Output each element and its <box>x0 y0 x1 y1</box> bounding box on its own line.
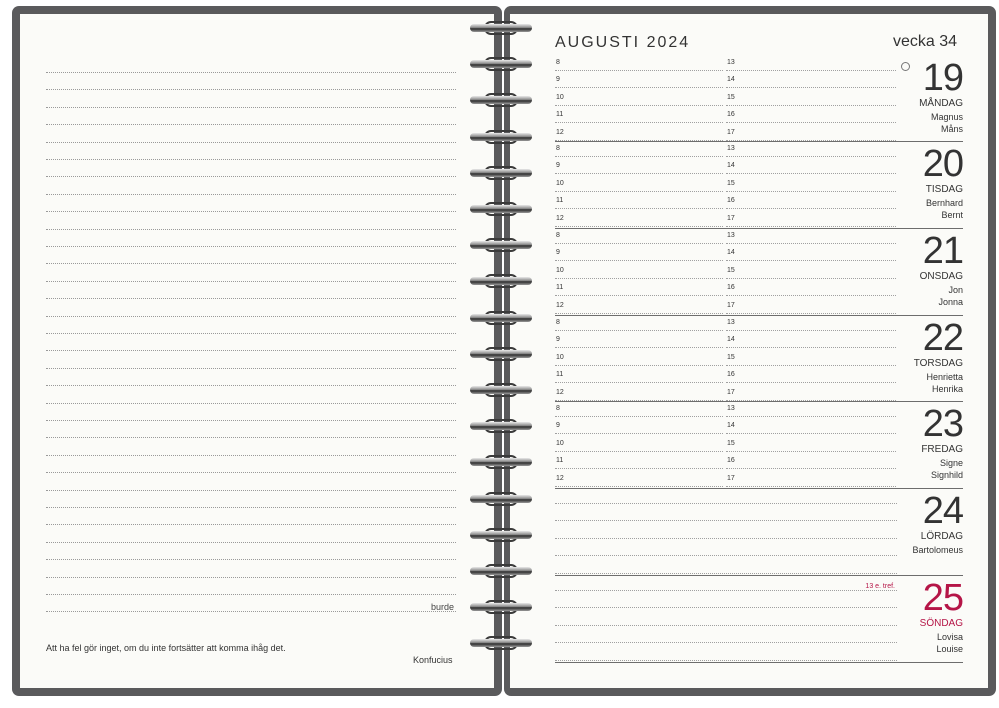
spiral-ring <box>470 564 532 578</box>
day-number: 22 <box>922 317 963 359</box>
hour-line <box>726 451 896 452</box>
note-line <box>555 590 897 591</box>
hour-line <box>555 382 723 383</box>
hour-line <box>726 226 896 227</box>
ring-bar <box>470 639 532 647</box>
day-number: 25 <box>922 577 963 619</box>
hour-label: 9 <box>556 162 560 170</box>
hour-line <box>555 330 723 331</box>
hour-label: 17 <box>727 474 735 482</box>
hour-line <box>555 486 723 487</box>
hour-label: 11 <box>556 284 564 292</box>
day-name: TORSDAG <box>913 358 963 369</box>
ring-bar <box>470 350 532 358</box>
hour-label: 14 <box>727 336 735 344</box>
note-line <box>46 107 456 108</box>
hour-label: 12 <box>556 474 564 482</box>
day-divider <box>555 401 963 402</box>
note-line <box>46 559 456 560</box>
ring-bar <box>470 531 532 539</box>
hour-label: 15 <box>727 353 735 361</box>
note-line <box>46 594 456 595</box>
day-number: 24 <box>922 490 963 532</box>
hour-label: 10 <box>556 93 564 101</box>
day-divider <box>555 488 963 489</box>
spiral-ring <box>470 311 532 325</box>
week-number: vecka 34 <box>893 33 958 50</box>
week-page <box>510 14 988 688</box>
quote-text: Att ha fel gör inget, om du inte fortsätter att komma ihåg det. <box>46 643 286 653</box>
name-day: Bernhard <box>925 198 963 208</box>
hour-label: 16 <box>727 111 735 119</box>
day-name: ONSDAG <box>919 271 963 282</box>
note-line <box>46 542 456 543</box>
day-name: SÖNDAG <box>919 618 963 629</box>
hour-label: 17 <box>727 301 735 309</box>
note-line <box>46 507 456 508</box>
hour-label: 17 <box>727 388 735 396</box>
hour-line <box>555 260 723 261</box>
hour-line <box>555 347 723 348</box>
hour-label: 16 <box>727 457 735 465</box>
brand-logo: burde <box>431 602 455 612</box>
hour-label: 11 <box>556 197 564 205</box>
hour-label: 10 <box>556 266 564 274</box>
hour-label: 13 <box>727 145 735 152</box>
hour-line <box>726 486 896 487</box>
hour-label: 10 <box>556 179 564 187</box>
hour-line <box>555 122 723 123</box>
hour-label: 8 <box>556 405 560 412</box>
hour-line <box>555 208 723 209</box>
name-day: Jon <box>948 285 963 295</box>
ring-bar <box>470 495 532 503</box>
hour-label: 10 <box>556 353 564 361</box>
ring-bar <box>470 603 532 611</box>
ring-bar <box>470 386 532 394</box>
note-line <box>46 420 456 421</box>
spiral-ring <box>470 455 532 469</box>
hour-line <box>726 468 896 469</box>
hour-label: 13 <box>727 405 735 412</box>
note-line <box>46 472 456 473</box>
hour-line <box>555 70 723 71</box>
hour-line <box>726 191 896 192</box>
note-line <box>46 263 456 264</box>
hour-label: 16 <box>727 197 735 205</box>
ring-bar <box>470 458 532 466</box>
ring-bar <box>470 60 532 68</box>
note-line <box>46 524 456 525</box>
spiral-ring <box>470 57 532 71</box>
hour-line <box>726 105 896 106</box>
hour-line <box>726 330 896 331</box>
spiral-ring <box>470 636 532 650</box>
ring-bar <box>470 567 532 575</box>
note-line <box>555 642 897 643</box>
hour-label: 12 <box>556 214 564 222</box>
name-day: Louise <box>936 644 963 654</box>
day-name: MÅNDAG <box>919 98 963 109</box>
month-title: AUGUSTI 2024 <box>555 34 691 51</box>
hour-label: 12 <box>556 301 564 309</box>
hour-label: 9 <box>556 422 560 430</box>
day-name: FREDAG <box>921 444 963 455</box>
name-day: Bernt <box>941 210 963 220</box>
name-day: Signhild <box>930 470 963 480</box>
note-line <box>555 555 897 556</box>
hour-label: 16 <box>727 371 735 379</box>
hour-label: 14 <box>727 76 735 84</box>
hour-label: 13 <box>727 232 735 239</box>
hour-label: 11 <box>556 457 564 465</box>
hour-line <box>555 87 723 88</box>
ring-bar <box>470 422 532 430</box>
ring-bar <box>470 205 532 213</box>
hour-line <box>726 208 896 209</box>
day-divider <box>555 315 963 316</box>
hour-label: 11 <box>556 111 564 119</box>
name-day: Lovisa <box>936 632 963 642</box>
note-line <box>555 503 897 504</box>
note-line <box>555 573 897 574</box>
note-line <box>46 89 456 90</box>
hour-line <box>555 278 723 279</box>
ring-bar <box>470 133 532 141</box>
hour-line <box>726 365 896 366</box>
hour-label: 12 <box>556 388 564 396</box>
hour-line <box>726 313 896 314</box>
note-line <box>46 490 456 491</box>
hour-label: 14 <box>727 162 735 170</box>
ring-bar <box>470 314 532 322</box>
note-line <box>46 611 456 612</box>
ring-bar <box>470 24 532 32</box>
ring-bar <box>470 169 532 177</box>
hour-line <box>555 433 723 434</box>
hour-label: 11 <box>556 371 564 379</box>
hour-label: 8 <box>556 232 560 239</box>
spiral-ring <box>470 347 532 361</box>
hour-label: 10 <box>556 439 564 447</box>
hour-line <box>555 416 723 417</box>
hour-line <box>726 382 896 383</box>
note-line <box>46 281 456 282</box>
note-line <box>46 350 456 351</box>
note-line <box>46 211 456 212</box>
hour-line <box>726 70 896 71</box>
note-line <box>46 159 456 160</box>
hour-line <box>555 226 723 227</box>
hour-line <box>726 243 896 244</box>
name-day: Signe <box>939 458 963 468</box>
note-line <box>46 229 456 230</box>
note-line <box>46 246 456 247</box>
hour-line <box>555 313 723 314</box>
name-day: Jonna <box>938 297 963 307</box>
note-line <box>46 455 456 456</box>
spiral-ring <box>470 600 532 614</box>
spiral-ring <box>470 21 532 35</box>
day-number: 23 <box>922 403 963 445</box>
day-divider <box>555 575 963 576</box>
hour-line <box>726 347 896 348</box>
note-line <box>555 660 897 661</box>
hour-label: 8 <box>556 145 560 152</box>
hour-label: 15 <box>727 439 735 447</box>
spiral-ring <box>470 166 532 180</box>
hour-label: 9 <box>556 249 560 257</box>
hour-label: 13 <box>727 59 735 66</box>
note-line <box>555 625 897 626</box>
hour-label: 17 <box>727 128 735 136</box>
spiral-ring <box>470 130 532 144</box>
hour-line <box>555 191 723 192</box>
hour-line <box>555 243 723 244</box>
hour-label: 9 <box>556 76 560 84</box>
name-day: Henrietta <box>926 372 963 382</box>
hour-label: 14 <box>727 422 735 430</box>
hour-line <box>726 278 896 279</box>
day-number: 20 <box>922 143 963 185</box>
name-day: Bartolomeus <box>912 545 963 555</box>
ring-bar <box>470 241 532 249</box>
hour-line <box>726 433 896 434</box>
spiral-ring <box>470 274 532 288</box>
hour-line <box>726 416 896 417</box>
spiral-ring <box>470 419 532 433</box>
day-divider <box>555 228 963 229</box>
hour-line <box>726 156 896 157</box>
hour-line <box>555 451 723 452</box>
spiral-ring <box>470 202 532 216</box>
note-line <box>46 194 456 195</box>
note-line <box>46 142 456 143</box>
hour-label: 9 <box>556 336 560 344</box>
day-name: TISDAG <box>925 184 963 195</box>
hour-line <box>726 122 896 123</box>
note-line <box>46 368 456 369</box>
spiral-ring <box>470 93 532 107</box>
note-line <box>46 72 456 73</box>
day-divider <box>555 141 963 142</box>
ring-bar <box>470 96 532 104</box>
hour-label: 15 <box>727 266 735 274</box>
note-line <box>46 577 456 578</box>
note-line <box>46 298 456 299</box>
hour-line <box>726 260 896 261</box>
hour-label: 15 <box>727 179 735 187</box>
name-day: Magnus <box>930 112 963 122</box>
note-line <box>555 607 897 608</box>
hour-label: 12 <box>556 128 564 136</box>
note-line <box>555 520 897 521</box>
spiral-ring <box>470 238 532 252</box>
hour-line <box>726 173 896 174</box>
hour-line <box>555 295 723 296</box>
hour-line <box>555 365 723 366</box>
church-note: 13 e. tref. <box>865 583 895 590</box>
hour-label: 8 <box>556 319 560 326</box>
note-line <box>46 385 456 386</box>
circle-icon <box>901 62 910 71</box>
name-day: Henrika <box>931 384 963 394</box>
day-name: LÖRDAG <box>920 531 963 542</box>
note-line <box>46 124 456 125</box>
hour-line <box>555 468 723 469</box>
hour-label: 8 <box>556 59 560 66</box>
hour-label: 14 <box>727 249 735 257</box>
hour-label: 15 <box>727 93 735 101</box>
ring-bar <box>470 277 532 285</box>
hour-label: 16 <box>727 284 735 292</box>
note-line <box>46 403 456 404</box>
hour-line <box>726 87 896 88</box>
hour-label: 13 <box>727 319 735 326</box>
hour-line <box>555 173 723 174</box>
note-line <box>46 333 456 334</box>
spiral-ring <box>470 492 532 506</box>
hour-line <box>555 156 723 157</box>
quote-author: Konfucius <box>413 655 453 665</box>
day-number: 19 <box>922 57 963 99</box>
spiral-ring <box>470 528 532 542</box>
day-number: 21 <box>922 230 963 272</box>
note-line <box>46 437 456 438</box>
spiral-ring <box>470 383 532 397</box>
day-divider <box>555 662 963 663</box>
hour-line <box>555 105 723 106</box>
hour-line <box>726 295 896 296</box>
name-day: Måns <box>940 124 963 134</box>
hour-label: 17 <box>727 214 735 222</box>
note-line <box>46 316 456 317</box>
note-line <box>555 538 897 539</box>
note-line <box>46 176 456 177</box>
